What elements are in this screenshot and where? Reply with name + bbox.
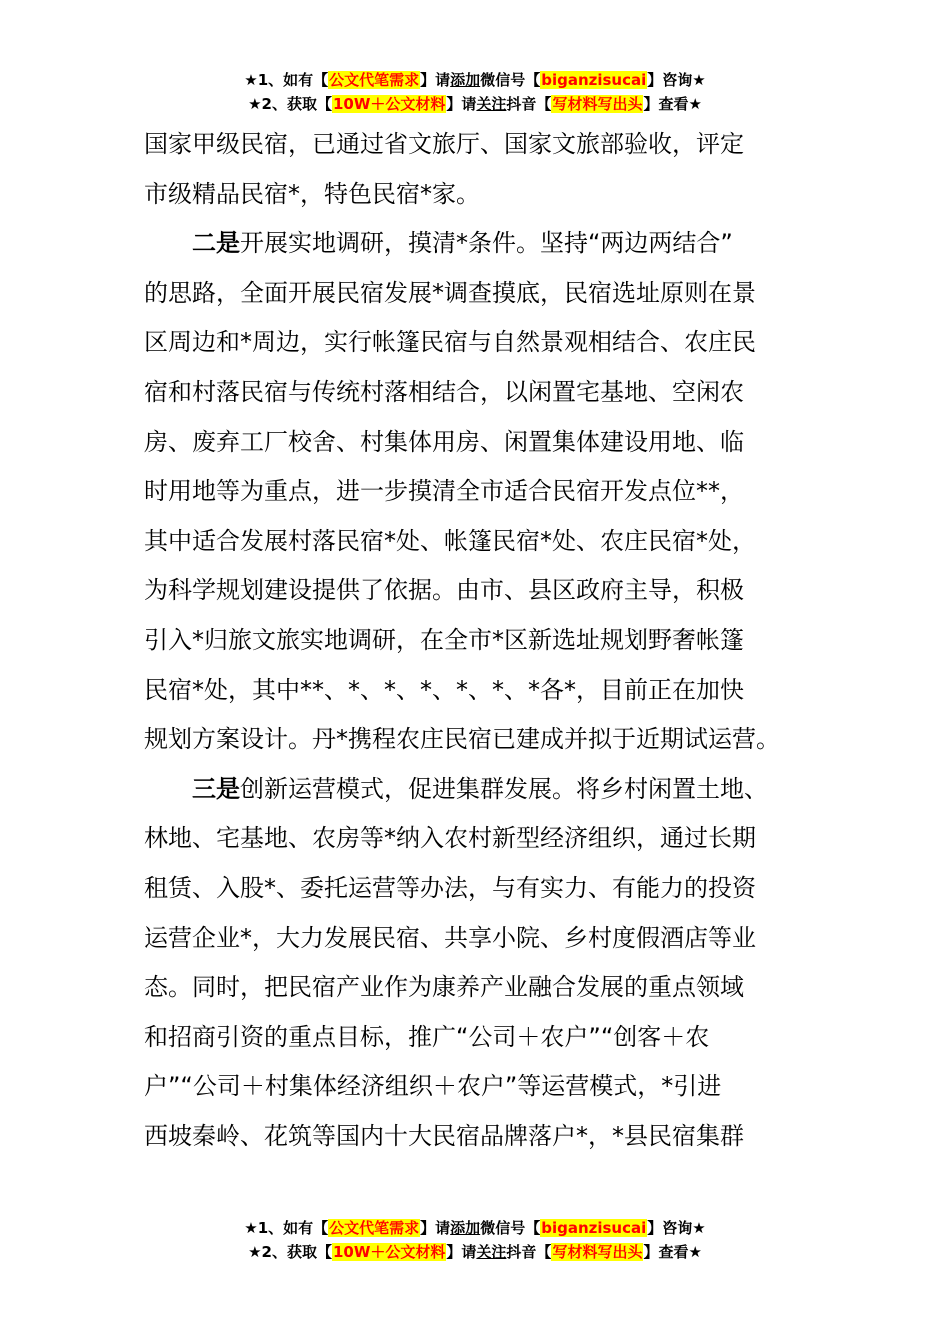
banner-line-2 (0, 92, 950, 116)
text-line: 户”“公司＋村集体经济组织＋农户”等运营模式，*引进 (144, 1072, 722, 1101)
star-icon: ★ (248, 1243, 262, 1261)
text-line: 房、废弃工厂校舍、村集体用房、闲置集体建设用地、临 (144, 427, 744, 456)
banner-text: 】咨询 (647, 71, 693, 89)
text-line: 态。同时，把民宿产业作为康养产业融合发展的重点领域 (144, 973, 744, 1002)
banner-text: 微信号【 (480, 1219, 541, 1237)
banner-line-2 (0, 1240, 950, 1264)
banner-line-1 (0, 1216, 950, 1240)
banner-line-1 (0, 68, 950, 92)
banner-text: 1、如有【 (257, 71, 329, 89)
star-icon: ★ (688, 1243, 702, 1261)
banner-highlight: 10W＋公文材料 (332, 95, 446, 113)
banner-highlight: 10W＋公文材料 (332, 1243, 446, 1261)
text-line: 时用地等为重点，进一步摸清全市适合民宿开发点位**， (144, 477, 744, 506)
banner-emphasis: 添加 (450, 1219, 481, 1237)
text-line: 其中适合发展村落民宿*处、帐篷民宿*处、农庄民宿*处， (144, 526, 756, 555)
banner-highlight: 写材料写出头 (552, 1243, 643, 1261)
banner-text: 2、获取【 (261, 1243, 332, 1261)
banner-highlight: 写材料写出头 (552, 95, 643, 113)
text-line: 市级精品民宿*，特色民宿*家。 (144, 179, 480, 208)
text-line: 国家甲级民宿，已通过省文旅厅、国家文旅部验收，评定 (144, 130, 744, 158)
paragraph-2-first-line (144, 219, 808, 269)
text-line: 运营企业*，大力发展民宿、共享小院、乡村度假酒店等业 (144, 923, 756, 952)
paragraph-3-first-line (144, 765, 808, 815)
star-icon: ★ (692, 71, 706, 89)
paragraph-text: 开展实地调研，摸清*条件。坚持“两边两结合” (240, 229, 733, 258)
text-line: 宿和村落民宿与传统村落相结合，以闲置宅基地、空闲农 (144, 377, 744, 406)
paragraph-lead: 二是 (192, 229, 240, 258)
star-icon: ★ (248, 95, 262, 113)
banner-highlight: 公文代笔需求 (329, 71, 420, 89)
banner-highlight: biganzisucai (541, 1219, 647, 1237)
paragraph-text: 创新运营模式，促进集群发展。将乡村闲置土地、 (240, 774, 768, 803)
banner-text: 1、如有【 (257, 1219, 329, 1237)
star-icon: ★ (244, 1219, 258, 1237)
banner-text: 】请 (420, 1219, 451, 1237)
banner-text: 】请 (446, 95, 477, 113)
text-line: 民宿*处，其中**、*、*、*、*、*、*各*，目前正在加快 (144, 675, 744, 704)
paragraph-lead: 三是 (192, 774, 240, 803)
text-line: 租赁、入股*、委托运营等办法，与有实力、有能力的投资 (144, 873, 756, 902)
banner-emphasis: 关注 (476, 1243, 507, 1261)
header-banner (0, 68, 950, 116)
text-line: 为科学规划建设提供了依据。由市、县区政府主导，积极 (144, 576, 744, 605)
star-icon: ★ (244, 71, 258, 89)
star-icon: ★ (692, 1219, 706, 1237)
banner-text: 抖音【 (506, 1243, 552, 1261)
banner-text: 2、获取【 (261, 95, 332, 113)
banner-text: 】查看 (643, 95, 689, 113)
text-line: 区周边和*周边，实行帐篷民宿与自然景观相结合、农庄民 (144, 328, 756, 357)
banner-text: 】咨询 (647, 1219, 693, 1237)
banner-emphasis: 关注 (476, 95, 507, 113)
banner-text: 抖音【 (506, 95, 552, 113)
document-body (144, 120, 808, 1161)
text-line: 西坡秦岭、花筑等国内十大民宿品牌落户*，*县民宿集群 (144, 1121, 744, 1150)
banner-text: 】请 (420, 71, 451, 89)
banner-highlight: 公文代笔需求 (329, 1219, 420, 1237)
banner-highlight: biganzisucai (541, 71, 647, 89)
banner-text: 】查看 (643, 1243, 689, 1261)
text-line: 的思路，全面开展民宿发展*调查摸底，民宿选址原则在景 (144, 278, 756, 307)
footer-banner (0, 1216, 950, 1264)
banner-emphasis: 添加 (450, 71, 481, 89)
text-line: 规划方案设计。丹*携程农庄民宿已建成并拟于近期试运营。 (144, 725, 780, 754)
text-line: 引入*归旅文旅实地调研，在全市*区新选址规划野奢帐篷 (144, 625, 744, 654)
star-icon: ★ (688, 95, 702, 113)
banner-text: 】请 (446, 1243, 477, 1261)
text-line: 和招商引资的重点目标，推广“公司＋农户”“创客＋农 (144, 1022, 710, 1051)
text-line: 林地、宅基地、农房等*纳入农村新型经济组织，通过长期 (144, 824, 756, 853)
banner-text: 微信号【 (480, 71, 541, 89)
